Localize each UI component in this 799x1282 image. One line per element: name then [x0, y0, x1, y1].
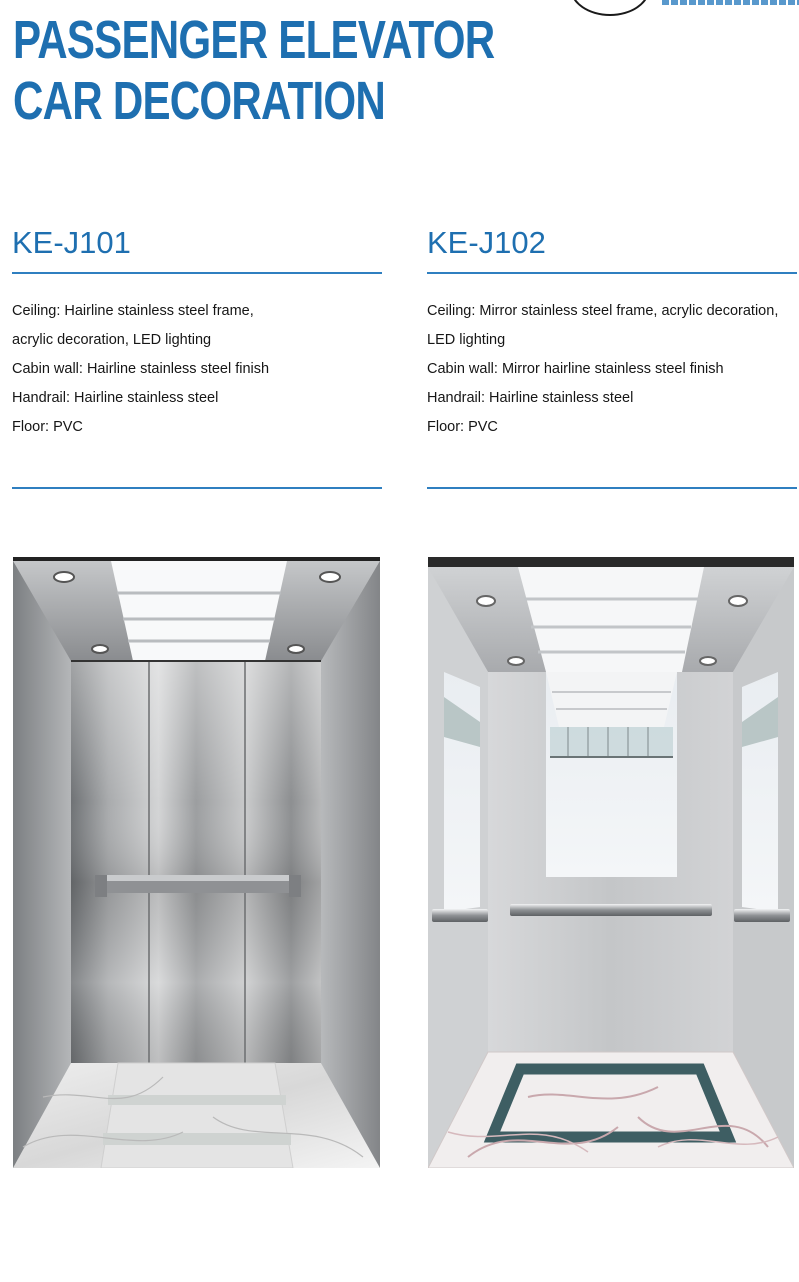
elevator-cabin-image-ke-j101	[13, 557, 380, 1168]
spec-line: Ceiling: Mirror stainless steel frame, acrylic decoration,	[427, 303, 779, 319]
spec-line: LED lighting	[427, 332, 506, 348]
elevator-cabin-image-ke-j102	[428, 557, 794, 1168]
spec-line: Floor: PVC	[12, 419, 83, 435]
page-title	[13, 10, 494, 132]
brand-logo-text-icon	[662, 0, 799, 5]
product-ke-j101	[12, 222, 382, 489]
spec-list	[427, 274, 797, 487]
spec-line: Cabin wall: Hairline stainless steel finish	[12, 361, 270, 377]
divider	[12, 487, 382, 489]
model-name: KE-J102	[427, 225, 546, 260]
divider	[427, 487, 797, 489]
page-title-line-1: PASSENGER ELEVATOR	[13, 10, 495, 70]
model-name: KE-J101	[12, 225, 131, 260]
page-title-line-2: CAR DECORATION	[13, 71, 386, 131]
spec-line: Handrail: Hairline stainless steel	[427, 390, 634, 406]
spec-line: Floor: PVC	[427, 419, 498, 435]
spec-line: Handrail: Hairline stainless steel	[12, 390, 219, 406]
spec-line: Cabin wall: Mirror hairline stainless steel finish	[427, 361, 724, 377]
product-ke-j102	[427, 222, 797, 489]
spec-line: Ceiling: Hairline stainless steel frame,	[12, 303, 254, 319]
spec-line: acrylic decoration, LED lighting	[12, 332, 212, 348]
brand-logo-icon	[570, 0, 650, 16]
spec-list	[12, 274, 382, 487]
